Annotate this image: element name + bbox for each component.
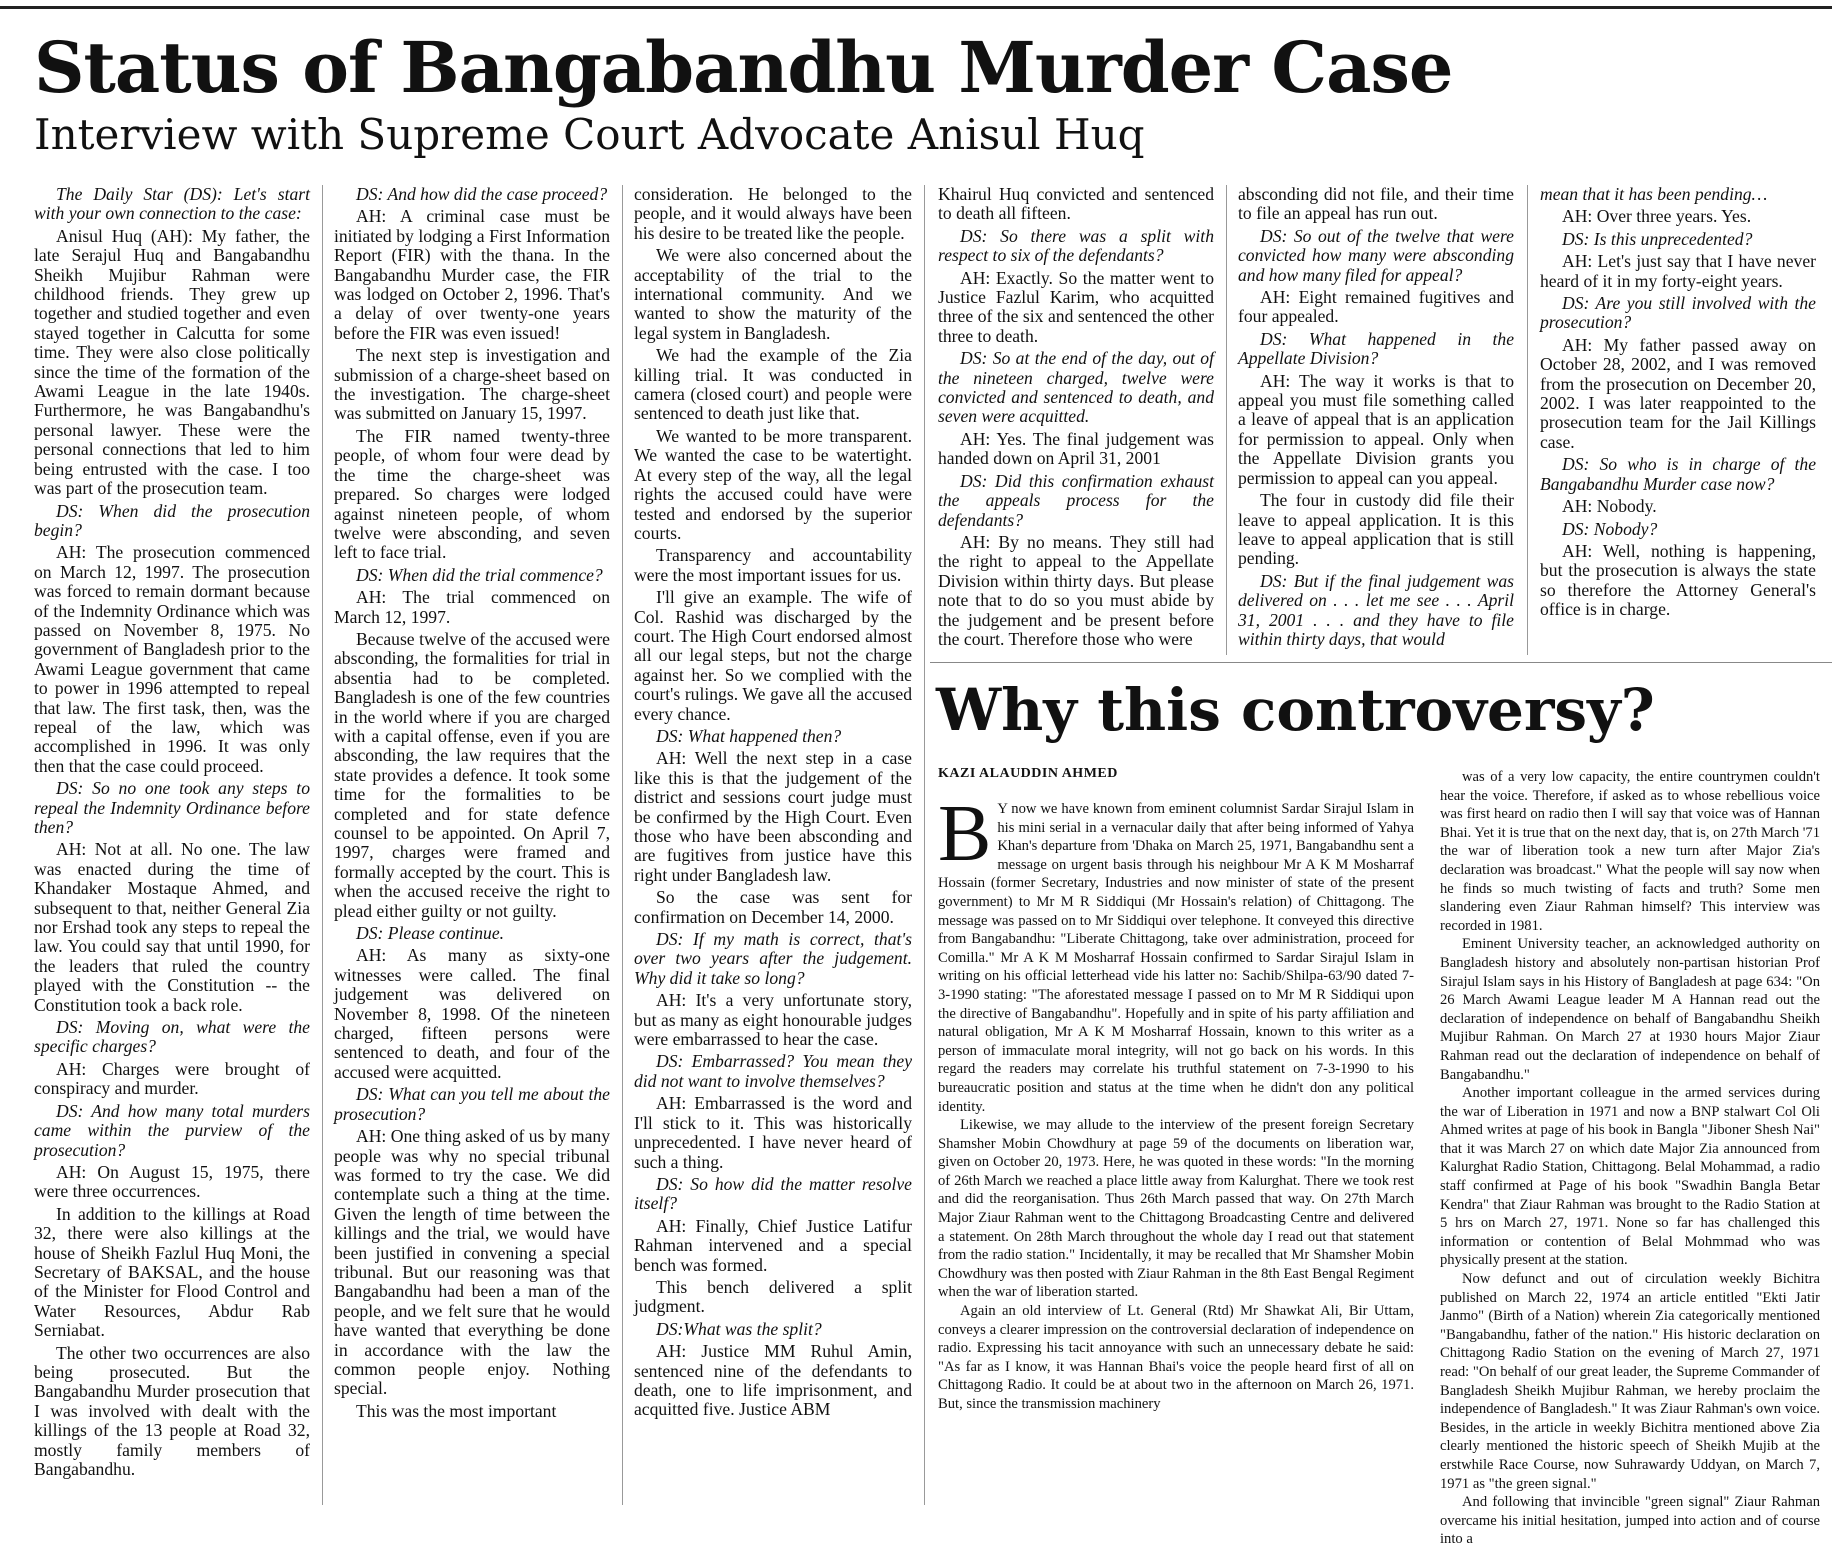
article2-paragraph: Now defunct and out of circulation weekly Bichitra published on March 22, 1974 an article entitled "Ekti Jatir Janmo" (Birth of a Nation) wherein Zia categorically mentioned "Bangabandhu, father of the nation." His historic declaration on Chittagong Radio Station on the evening of March 27, 1971 read: "On behalf of our great leader, the Supreme Commander of Bangladesh Sheikh Mujibur Rahman, we hereby proclaim the independence of Bangladesh." It was Ziaur Rahman's own voice. Besides, in the article in weekly Bichitra mentioned above Zia clearly mentioned the historic speech of Sheikh Mujib at the erstwhile Race Course, now Suhrawardy Uddyan, on March 7, 1971 as "the green signal." bbox=[1440, 1271, 1820, 1492]
interview-answer: This was the most important bbox=[356, 1400, 557, 1421]
interview-question: DS: And how did the case proceed? bbox=[356, 184, 608, 204]
interview-answer: The next step is investigation and submission of a charge-sheet based on the investigation. The charge-sheet was submitted on January 15, 1997. bbox=[334, 345, 610, 424]
article-headline: Status of Bangabandhu Murder Case bbox=[34, 26, 1453, 109]
interview-question: DS: When did the trial commence? bbox=[356, 564, 603, 585]
article2-paragraph: Likewise, we may allude to the interview of the present foreign Secretary Shamsher Mobin Chowdhury at page 59 of the documents on liberation war, given on October 20, 1973. Here, he was quoted in these words: "In the morning of 26th March we reached a place little away from Kalurghat. There we took rest and did the reorganisation. Thus 26th March passed that way. On 27th March Major Ziaur Rahman went to the Chittagong Broadcasting Centre and delivered a statement. On 28th March throughout the whole day I read out that statement from the radio station." Incidentally, it may be recalled that Mr Shamsher Mobin Chowdhury was then posted with Ziaur Rahman in the 8th East Bengal Regiment when the war of liberation started. bbox=[938, 1117, 1414, 1301]
interview-answer: AH: One thing asked of us by many people was why no special tribunal was formed to try the case. We did contemplate such a thing at the time. Given the length of time between the killings and the trial, we would have been justified in convening a special tribunal. But our reasoning was that Bangabandhu had been a man of the people, and we felt sure that he would have wanted that everything be done in accordance with the law the common people enjoy. Nothing special. bbox=[334, 1126, 610, 1399]
interview-answer: AH: Eight remained fugitives and four appealed. bbox=[1238, 287, 1514, 327]
interview-answer: absconding did not file, and their time to file an appeal has run out. bbox=[1238, 184, 1514, 224]
article2-byline: KAZI ALAUDDIN AHMED bbox=[938, 766, 1118, 781]
interview-question: mean that it has been pending… bbox=[1540, 184, 1768, 204]
interview-answer: I'll give an example. The wife of Col. Rashid was discharged by the court. The High Court endorsed almost all our legal steps, but not the charge against her. So we complied with the court's rulings. We gave all the accused every chance. bbox=[634, 587, 912, 724]
interview-answer: AH: The prosecution commenced on March 12, 1997. The prosecution was forced to remain dormant because of the Indemnity Ordinance which was passed on November 8, 1975. No government of Bangladesh prior to the Awami League government that came to power in 1996 attempted to repeal that law. The first task, then, was the repeal of the law, which was accomplished in 1996. It was only then that the case could proceed. bbox=[34, 542, 310, 776]
interview-answer: AH: Well the next step in a case like this is that the judgement of the district and sessions court judge must be confirmed by the High Court. Even those who have been absconding and are fugitives from justice have this right under Bangladesh law. bbox=[634, 748, 912, 885]
interview-question: DS: So there was a split with respect to six of the defendants? bbox=[938, 225, 1214, 266]
interview-question: DS: So how did the matter resolve itself? bbox=[634, 1173, 912, 1214]
interview-question: DS: What happened then? bbox=[656, 725, 842, 746]
interview-question: DS: If my math is correct, that's over two years after the judgement. Why did it take so long? bbox=[634, 929, 912, 988]
interview-answer: AH: Not at all. No one. The law was enacted during the time of Khandaker Mostaque Ahmed, and subsequent to that, neither General Zia nor Ershad took any steps to repeal the law. You could say that until 1990, for the leaders that ruled the country played with the Constitution -- the Constitution took a back role. bbox=[34, 839, 310, 1015]
column-divider bbox=[1226, 185, 1227, 655]
interview-answer: Because twelve of the accused were absconding, the formalities for trial in absentia had to be completed. Bangladesh is one of the few countries in the world where if you are charged with a capital offense, even if you are absconding, the law requires that the state provides a defence. It took some time for the formalities to be completed and for state defence counsel to be appointed. On April 7, 1997, charges were framed and formally accepted by the court. This is when the accused receive the right to plead either guilty or not guilty. bbox=[334, 628, 610, 921]
interview-question: DS: What happened in the Appellate Division? bbox=[1238, 328, 1514, 369]
interview-question: DS: Is this unprecedented? bbox=[1562, 228, 1753, 249]
interview-answer: So the case was sent for confirmation on December 14, 2000. bbox=[634, 887, 912, 927]
interview-answer: The other two occurrences are also being prosecuted. But the Bangabandhu Murder prosecution that I was involved with dealt with the killings of the 13 people at Road 32, mostly family members of Bangabandhu. bbox=[34, 1342, 310, 1479]
interview-answer: This bench delivered a split judgment. bbox=[634, 1276, 912, 1317]
interview-answer: AH: My father passed away on October 28, 2002, and I was removed from the prosecution on December 20, 2002. I was later reappointed to the prosecution team for the Jail Killings case. bbox=[1540, 334, 1816, 452]
article-column-5 bbox=[1238, 185, 1514, 665]
interview-answer: Khairul Huq convicted and sentenced to death all fifteen. bbox=[938, 184, 1214, 224]
interview-question: DS: Did this confirmation exhaust the appeals process for the defendants? bbox=[938, 470, 1214, 530]
interview-answer: AH: On August 15, 1975, there were three occurrences. bbox=[34, 1161, 310, 1202]
interview-answer: Transparency and accountability were the most important issues for us. bbox=[634, 545, 912, 585]
section-rule bbox=[930, 662, 1832, 663]
interview-answer: We had the example of the Zia killing trial. It was conducted in camera (closed court) and people were sentenced to death just like that. bbox=[634, 345, 912, 424]
interview-answer: AH: Let's just say that I have never heard of it in my forty-eight years. bbox=[1540, 251, 1816, 291]
interview-question: DS: Moving on, what were the specific charges? bbox=[34, 1017, 310, 1057]
article-subheadline: Interview with Supreme Court Advocate Anisul Huq bbox=[34, 110, 1145, 159]
interview-question: DS: But if the final judgement was delivered on . . . let me see . . . April 31, 2001 . . . and they have to file within thirty days, that would bbox=[1238, 570, 1514, 649]
interview-question: DS: And how many total murders came within the purview of the prosecution? bbox=[34, 1100, 310, 1160]
article2-headline: Why this controversy? bbox=[936, 676, 1655, 744]
interview-answer: consideration. He belonged to the people, and it would always have been his desire to be treated like the people. bbox=[634, 184, 912, 243]
article-column-3 bbox=[634, 185, 912, 1505]
interview-answer: Anisul Huq (AH): My father, the late Serajul Huq and Bangabandhu Sheikh Mujibur Rahman were childhood friends. They grew up together and studied together and even stayed together in Calcutta for some time. They were also close politically since the time of the formation of the Awami League in the late 1940s. Furthermore, he was Bangabandhu's personal lawyer. These were the personal connections that led to him being entrusted with the case. I too was part of the prosecution team. bbox=[34, 225, 310, 499]
article-column-1 bbox=[34, 185, 310, 1505]
interview-answer: We wanted to be more transparent. We wanted the case to be watertight. At every step of the way, all the legal rights the accused could have were tested and endorsed by the superior courts. bbox=[634, 425, 912, 543]
interview-question: DS: Please continue. bbox=[356, 923, 505, 944]
article-column-4 bbox=[938, 185, 1214, 665]
article2-paragraph: Y now we have known from eminent columnist Sardar Sirajul Islam in his mini serial in a vernacular daily that after being informed of Yahya Khan's departure from 'Dhaka on March 25, 1971, Bangabandhu sent a message on urgent basis through his neighbour Mr A K M Mosharraf Hossain (former Secretary, Industries and now minister of state of the present government) to Mr M R Siddiqui (Mr Hossain's relation) of Chittagong. The message was passed on to Mr Siddiqui over telephone. It conveyed this directive from Bangabandhu: "Liberate Chittagong, take over administration, proceed for Comilla." Mr A K M Mosharraf Hossain confirmed to Sardar Sirajul Islam in writing on his official letterhead vide his latter no: Sachib/Shilpa-63/90 dated 7-3-1990 stating: "The aforestated message I passed on to Mr M R Siddiqui upon the directive of Bangabandhu". Hopefully and in spite of his party affiliation and natural obligation, Mr A K M Mosharraf Hossain, known to this writer as a person of immaculate moral integrity, will not go back on his words. In this regard the readers may correlate his truthful statement on 7-3-1990 to his bureaucratic position and status at the time when he didn't don any political identity. bbox=[938, 801, 1414, 1115]
article2-paragraph: was of a very low capacity, the entire countrymen couldn't hear the voice. Therefore, if asked as to whose rebellious voice was first heard on radio then I will say that voice was of Hannan Bhai. Yet it is true that on the next day, that is, on 27th March '71 the war of liberation took a new turn after Major Zia's declaration was broadcast." What the people will say now when he finds so much twisting of facts and truth? Some men slandering even Ziaur Rahman himself? This interview was recorded in 1981. bbox=[1440, 769, 1820, 934]
interview-question: DS: Are you still involved with the prosecution? bbox=[1540, 293, 1816, 333]
interview-question: DS: So at the end of the day, out of the nineteen charged, twelve were convicted and sentenced to death, and seven were acquitted. bbox=[938, 348, 1214, 427]
interview-answer: AH: Embarrassed is the word and I'll stick to it. This was historically unprecedented. I have never heard of such a thing. bbox=[634, 1093, 912, 1172]
column-divider bbox=[322, 185, 323, 1505]
interview-question: DS: When did the prosecution begin? bbox=[34, 500, 310, 540]
interview-question: DS: So no one took any steps to repeal the Indemnity Ordinance before then? bbox=[34, 778, 310, 837]
article2-paragraph: Eminent University teacher, an acknowledged authority on Bangladesh history and absolutely non-partisan historian Prof Sirajul Islam says in his History of Bangladesh at page 634: "On 26 March Awami League leader M A Hannan read out the declaration of independence on behalf of Bangabandhu Sheikh Mujibur Rahman. On March 27 at 1930 hours Major Ziaur Rahman read out the declaration of independence on behalf of Bangabandhu." bbox=[1440, 936, 1820, 1083]
interview-answer: AH: The way it works is that to appeal you must file something called a leave of appeal that is an application for permission to appeal. Only when the Appellate Division grants you permission to appeal can you appeal. bbox=[1238, 370, 1514, 488]
interview-answer: AH: The trial commenced on March 12, 1997. bbox=[334, 587, 610, 627]
interview-question: DS:What was the split? bbox=[656, 1318, 822, 1339]
article2-column-2 bbox=[1440, 768, 1820, 1548]
interview-answer: AH: A criminal case must be initiated by lodging a First Information Report (FIR) with the thana. In the Bangabandhu Murder case, the FIR was lodged on October 2, 1996. That's a delay of over twenty-one years before the FIR was even issued! bbox=[334, 206, 610, 343]
column-divider bbox=[1527, 185, 1528, 655]
interview-answer: AH: Over three years. Yes. bbox=[1562, 206, 1752, 227]
interview-question: The Daily Star (DS): Let's start with your own connection to the case: bbox=[34, 184, 310, 224]
interview-question: DS: Embarrassed? You mean they did not want to involve themselves? bbox=[634, 1051, 912, 1091]
column-divider bbox=[924, 185, 925, 1505]
article-column-2 bbox=[334, 185, 610, 1505]
article2-paragraph: Again an old interview of Lt. General (Rtd) Mr Shawkat Ali, Bir Uttam, conveys a clearer impression on the controversial declaration of independence on radio. Expressing his tacit annoyance with such an unnecessary debate he said: "As far as I know, it was Hannan Bhai's voice the people heard first of all on Chittagong Radio. It could be at about two in the afternoon on March 26, 1971. But, since the transmission machinery bbox=[938, 1303, 1414, 1412]
column-divider bbox=[622, 185, 623, 1505]
interview-answer: AH: By no means. They still had the right to appeal to the Appellate Division within thirty days. But please note that to do so you must abide by the judgement and be present before the court. Therefore those who were bbox=[938, 531, 1214, 649]
interview-answer: AH: Justice MM Ruhul Amin, sentenced nine of the defendants to death, one to life imprisonment, and acquitted five. Justice ABM bbox=[634, 1341, 912, 1420]
interview-question: DS: What can you tell me about the prosecution? bbox=[334, 1084, 610, 1124]
interview-answer: AH: Well, nothing is happening, but the prosecution is always the state so therefore the Attorney General's office is in charge. bbox=[1540, 540, 1816, 620]
interview-answer: AH: As many as sixty-one witnesses were called. The final judgement was delivered on November 8, 1998. Of the nineteen charged, fifteen persons were sentenced to death, and four of the accused were acquitted. bbox=[334, 945, 610, 1082]
interview-answer: AH: Exactly. So the matter went to Justice Fazlul Karim, who acquitted three of the six and sentenced the other three to death. bbox=[938, 267, 1214, 346]
interview-question: DS: Nobody? bbox=[1562, 518, 1658, 539]
interview-answer: AH: It's a very unfortunate story, but as many as eight honourable judges were embarrassed to hear the case. bbox=[634, 990, 912, 1050]
interview-answer: The FIR named twenty-three people, of whom four were dead by the time the charge-sheet was prepared. So charges were lodged against nineteen people, of whom twelve were absconding, and seven left to face trial. bbox=[334, 425, 610, 563]
interview-answer: AH: Charges were brought of conspiracy and murder. bbox=[34, 1058, 310, 1099]
interview-answer: AH: Yes. The final judgement was handed down on April 31, 2001 bbox=[938, 428, 1214, 469]
interview-answer: In addition to the killings at Road 32, there were also killings at the house of Sheikh Fazlul Huq Moni, the Secretary of BAKSAL, and the house of the Minister for Flood Control and Water Resources, Abdur Rab Serniabat. bbox=[34, 1203, 310, 1341]
article2-paragraph: Another important colleague in the armed services during the war of Liberation in 1971 and now a BNP stalwart Col Oli Ahmed writes at page of his book in Bangla "Jiboner Shesh Nai" that it was March 27 on which date Major Zia announced from Kalurghat Radio Station, Chittagong. Belal Mohammad, a radio staff confirmed at Page of his book "Swadhin Bangla Betar Kendra" that Ziaur Rahman was brought to the Radio Station at 5 hrs on March 27, 1971. None so far has challenged this information or contention of Belal Mohmmad who was physically present at the station. bbox=[1440, 1085, 1820, 1269]
top-rule bbox=[0, 6, 1832, 9]
interview-question: DS: So who is in charge of the Bangabandhu Murder case now? bbox=[1540, 454, 1816, 494]
interview-answer: AH: Nobody. bbox=[1562, 496, 1657, 517]
article2-column-1 bbox=[938, 790, 1414, 1500]
drop-cap: B bbox=[938, 790, 992, 878]
article-column-6 bbox=[1540, 185, 1816, 665]
article2-paragraph: And following that invincible "green signal" Ziaur Rahman overcame his initial hesitation, jumped into action and of course into a bbox=[1440, 1494, 1820, 1548]
interview-answer: We were also concerned about the acceptability of the trial to the international community. And we wanted to show the maturity of the legal system in Bangladesh. bbox=[634, 245, 912, 343]
interview-answer: AH: Finally, Chief Justice Latifur Rahman intervened and a special bench was formed. bbox=[634, 1215, 912, 1275]
interview-answer: The four in custody did file their leave to appeal application. It is this leave to appeal application that is still pending. bbox=[1238, 490, 1514, 569]
interview-question: DS: So out of the twelve that were convicted how many were absconding and how many filed for appeal? bbox=[1238, 225, 1514, 285]
